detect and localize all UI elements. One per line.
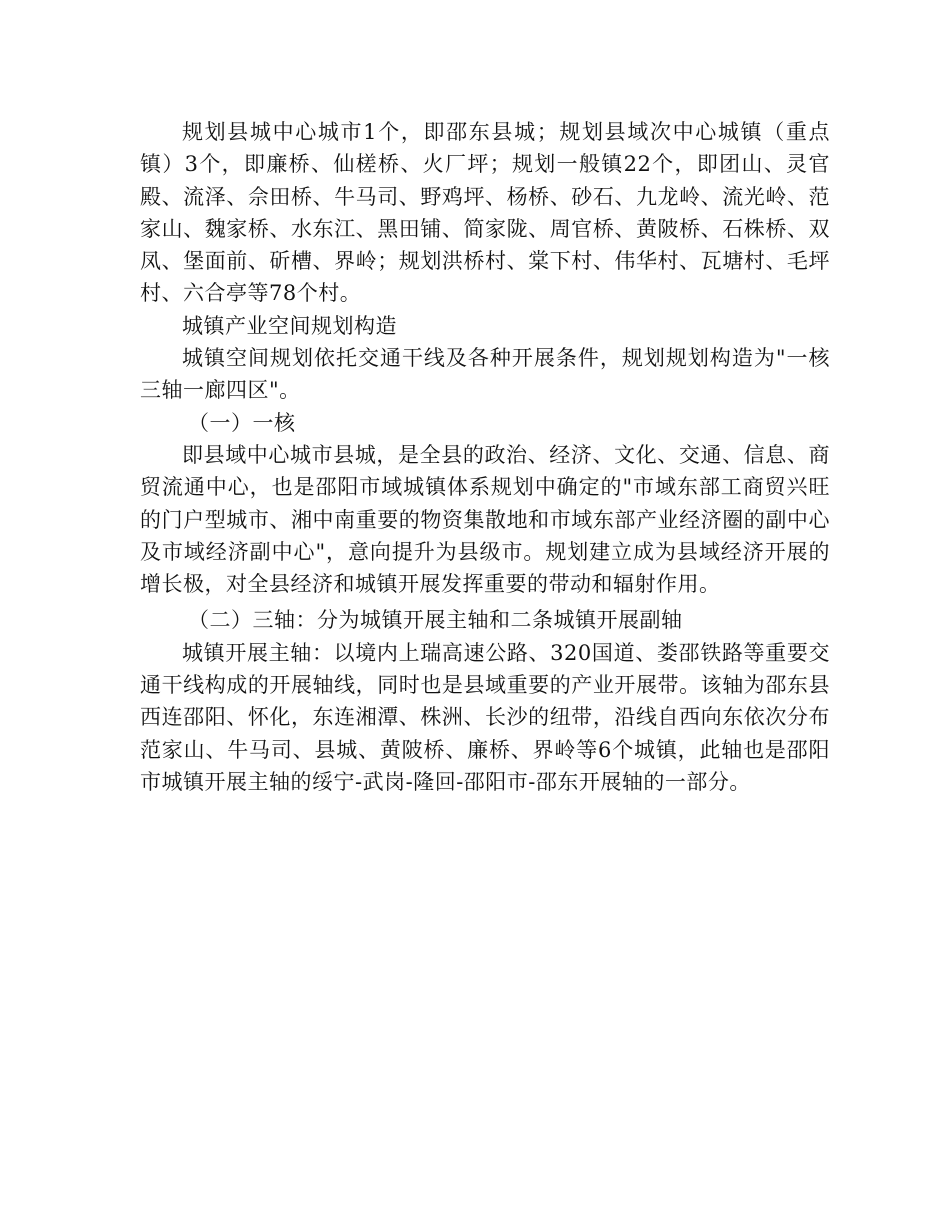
document-page xyxy=(140,116,830,798)
subheading-one-core: （一）一核 xyxy=(188,410,296,435)
paragraph-main-axis: 城镇开展主轴：以境内上瑞高速公路、320国道、娄邵铁路等重要交通干线构成的开展轴线，同时也是县域重要的产业开展带。该轴为邵东县西连邵阳、怀化，东连湘潭、株洲、长沙的纽带，沿线自西向东依次分布范家山、牛马司、县城、黄陂桥、廉桥、界岭等6个城镇，此轴也是邵阳市城镇开展主轴的绥宁-武岗-隆回-邵阳市-邵东开展轴的一部分。 xyxy=(140,640,830,794)
paragraph-town-system: 规划县城中心城市1个，即邵东县城；规划县域次中心城镇（重点镇）3个，即廉桥、仙槎桥、火厂坪；规划一般镇22个，即团山、灵官殿、流泽、佘田桥、牛马司、野鸡坪、杨桥、砂石、九龙岭、流光岭、范家山、魏家桥、水东江、黑田铺、简家陇、周官桥、黄陂桥、石株桥、双凤、堡面前、斫槽、界岭；规划洪桥村、棠下村、伟华村、瓦塘村、毛坪村、六合亭等78个村。 xyxy=(140,120,830,306)
paragraph-spatial-structure: 城镇空间规划依托交通干线及各种开展条件，规划规划构造为"一核三轴一廊四区"。 xyxy=(140,346,830,403)
section-heading-spatial-structure: 城镇产业空间规划构造 xyxy=(182,313,397,338)
paragraph-one-core: 即县域中心城市县城，是全县的政治、经济、文化、交通、信息、商贸流通中心，也是邵阳市域城镇体系规划中确定的"市域东部工商贸兴旺的门户型城市、湘中南重要的物资集散地和市域东部产业经济圈的副中心及市域经济副中心"，意向提升为县级市。规划建立成为县域经济开展的增长极，对全县经济和城镇开展发挥重要的带动和辐射作用。 xyxy=(140,442,830,597)
subheading-three-axes: （二）三轴：分为城镇开展主轴和二条城镇开展副轴 xyxy=(188,608,683,633)
